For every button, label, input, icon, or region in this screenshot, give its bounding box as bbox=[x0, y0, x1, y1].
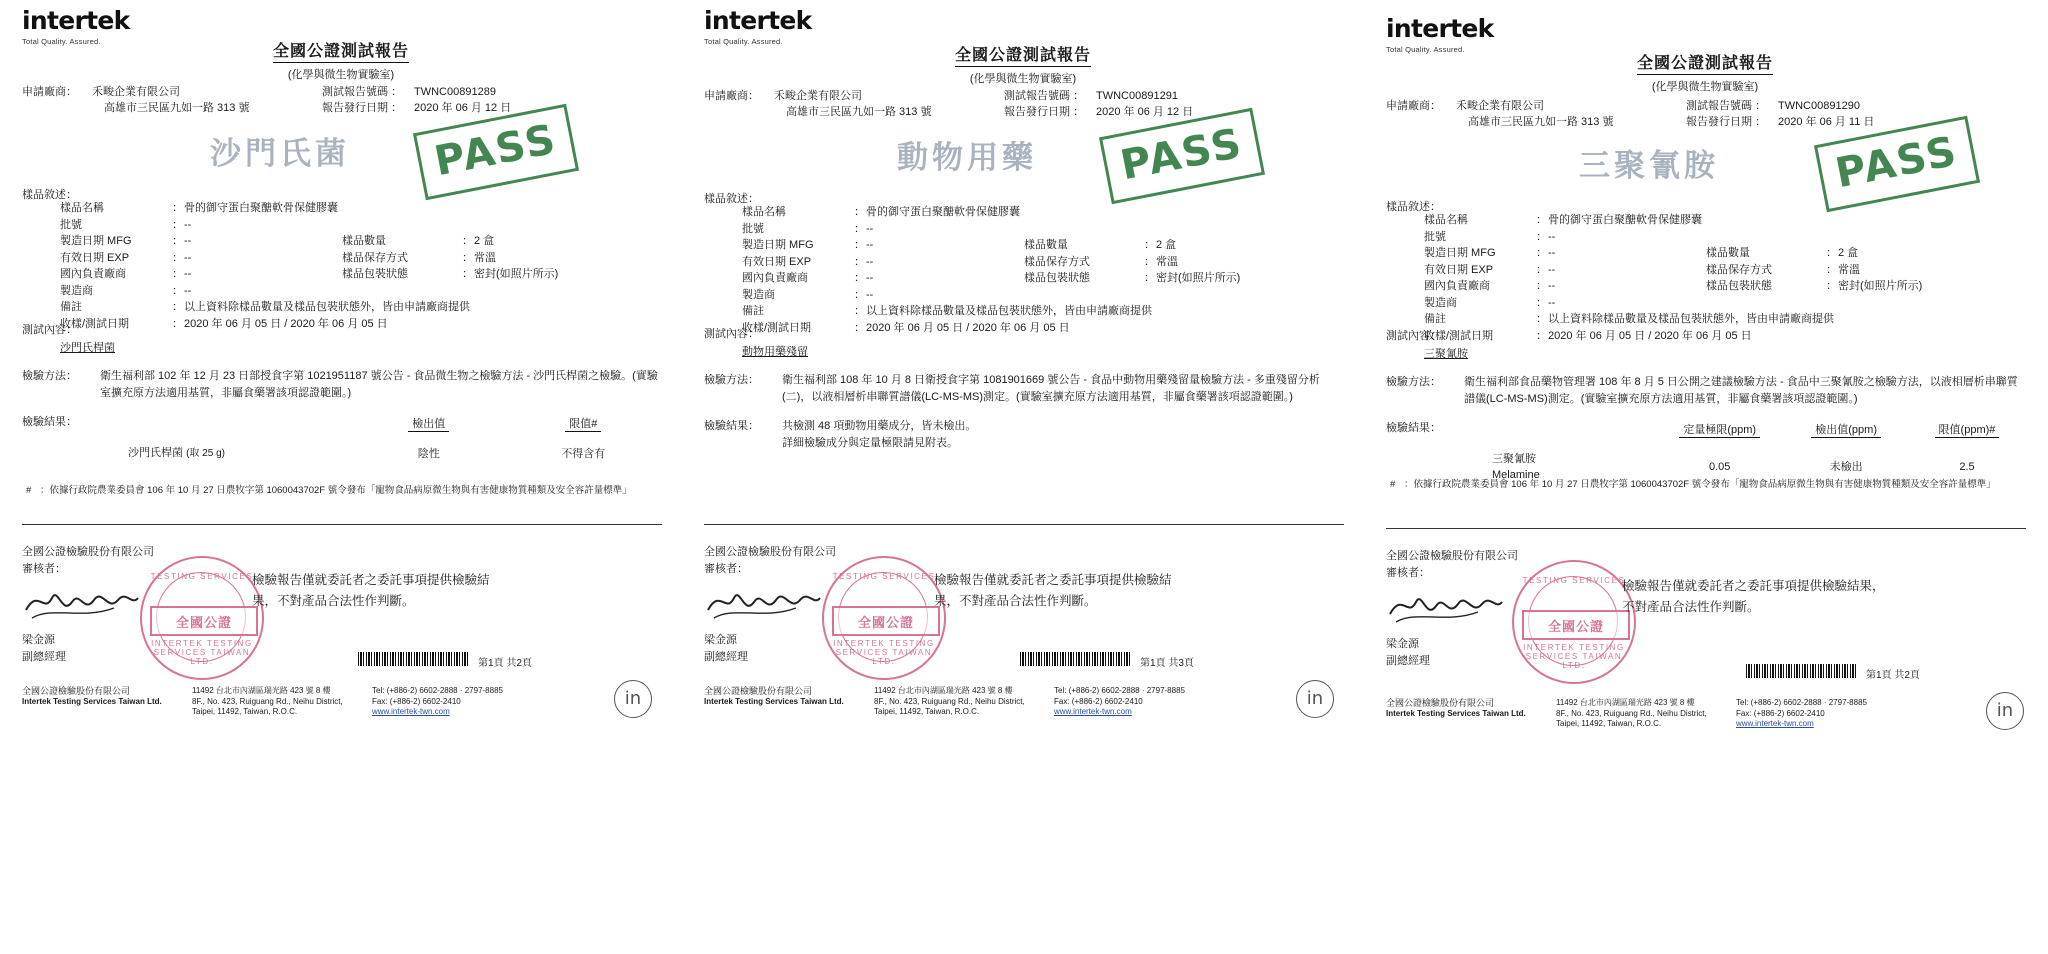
remark-label: 備註 bbox=[742, 305, 764, 317]
report-no-value: TWNC00891291 bbox=[1096, 90, 1178, 102]
mfg-date-value: -- bbox=[866, 239, 874, 251]
analyte-name: 沙門氏桿菌 bbox=[128, 447, 183, 459]
applicant-address: 高雄市三民區九如一路 313 號 bbox=[786, 106, 932, 118]
test-method-label: 檢驗方法： bbox=[704, 374, 759, 386]
issue-date-value: 2020 年 06 月 11 日 bbox=[1778, 116, 1875, 128]
footer-fax: Fax: (+886-2) 6602-2410 bbox=[1736, 708, 1825, 718]
exp-date-value: -- bbox=[866, 255, 874, 268]
test-content-label: 測試內容： bbox=[22, 324, 77, 336]
remark-value: 以上資料除樣品數量及樣品包裝狀態外，皆由申請廠商提供 bbox=[184, 301, 470, 313]
test-content-label: 測試內容： bbox=[1386, 330, 1441, 342]
footer-address-en2: Taipei, 11492, Taiwan, R.O.C. bbox=[192, 707, 298, 716]
table-row bbox=[1464, 439, 2026, 483]
col-limit: 限值(ppm)# bbox=[1935, 424, 2000, 438]
test-result-label: 檢驗結果： bbox=[1386, 422, 1441, 434]
sample-desc-table: 樣品名稱 ： 骨的御守蛋白聚醣軟骨保健膠囊 批號 ： -- 製造日期 MFG ： -- 樣品數量 ： 2 盒 有效日期 EXP ： -- 樣品保存方式 ： 常溫 國內負責廠商 ： -- 樣品包裝狀態 ： 密封(如照片所示) 製造商 ： -- 備註 ： 以上資料除樣品數量及樣品包裝狀態外，皆由申請廠商提供 收樣/測試日期 ： 2020 年 06 月 05 日 / 2020 年 06 月 05 日 bbox=[742, 204, 1342, 336]
lot-no-value: -- bbox=[184, 218, 192, 231]
footer-website-link[interactable]: www.intertek-twn.com bbox=[372, 707, 450, 716]
packaging-label: 樣品包裝狀態 bbox=[1024, 272, 1090, 284]
reviewer-label: 審核者： bbox=[22, 563, 66, 575]
section-divider bbox=[704, 524, 1344, 525]
page-number: 第1頁 共3頁 bbox=[1140, 658, 1194, 669]
test-result-label: 檢驗結果： bbox=[704, 420, 759, 432]
sample-name-value: 骨的御守蛋白聚醣軟骨保健膠囊 bbox=[184, 202, 338, 214]
mfg-date-value: -- bbox=[1548, 247, 1556, 259]
packaging-label: 樣品包裝狀態 bbox=[342, 268, 408, 280]
report-card-3 bbox=[1364, 0, 2046, 954]
lot-no-label: 批號 bbox=[1424, 230, 1446, 243]
intertek-circle-icon: in bbox=[1296, 680, 1334, 718]
signer-name: 梁金源 bbox=[22, 634, 55, 646]
result-line-1: 共檢測 48 項動物用藥成分，皆未檢出。 bbox=[782, 420, 977, 432]
intertek-circle-icon: in bbox=[1986, 692, 2024, 730]
stamp-arc-bottom: INTERTEK TESTING SERVICES TAIWAN LTD. bbox=[1523, 643, 1625, 670]
section-divider bbox=[22, 524, 662, 525]
footer-company-zh: 全國公證檢驗股份有限公司 bbox=[704, 686, 813, 696]
analyte-sub: (取 25 g) bbox=[186, 448, 225, 459]
footnote-text: ：依據行政院農業委員會 106 年 10 月 27 日農牧字第 1060043702F 號令發布「寵物食品病原微生物與有害健康物質種類及安全容許量標準」 bbox=[1404, 479, 1996, 490]
barcode bbox=[358, 652, 468, 666]
table-row bbox=[100, 433, 662, 462]
result-table bbox=[100, 414, 662, 462]
mfg-date-label: 製造日期 MFG bbox=[1424, 247, 1496, 259]
stamp-arc-bottom: INTERTEK TESTING SERVICES TAIWAN LTD. bbox=[151, 639, 253, 666]
pass-stamp bbox=[1814, 116, 1980, 213]
stamp-arc-bottom: INTERTEK TESTING SERVICES TAIWAN LTD. bbox=[833, 639, 935, 666]
received-date-label: 收樣/測試日期 bbox=[60, 317, 130, 330]
test-method-label: 檢驗方法： bbox=[1386, 376, 1441, 388]
lot-no-value: -- bbox=[866, 222, 874, 235]
logo-wordmark: intertek bbox=[704, 6, 812, 35]
page-number: 第1頁 共2頁 bbox=[1866, 670, 1920, 681]
report-no-label: 測試報告號碼 ： bbox=[322, 86, 403, 98]
signature-image bbox=[22, 580, 142, 624]
applicant-name: 禾畯企業有限公司 bbox=[774, 90, 862, 102]
logo-wordmark: intertek bbox=[22, 6, 130, 35]
company-round-stamp bbox=[822, 556, 946, 680]
analyte-limit: 不得含有 bbox=[561, 447, 606, 460]
footer-fax: Fax: (+886-2) 6602-2410 bbox=[1054, 696, 1143, 706]
test-result-label: 檢驗結果： bbox=[22, 416, 77, 428]
mfg-date-value: -- bbox=[184, 235, 192, 247]
signature-image bbox=[1386, 584, 1506, 628]
issue-date-label: 報告發行日期 ： bbox=[1004, 106, 1085, 118]
stamp-band-text: 全國公證 bbox=[832, 606, 940, 636]
watermark-text: 三聚氰胺 bbox=[1579, 148, 1719, 183]
applicant-label: 申請廠商： bbox=[704, 90, 759, 102]
received-date-label: 收樣/測試日期 bbox=[1424, 329, 1494, 342]
signature-block bbox=[704, 544, 836, 666]
received-date-value: 2020 年 06 月 05 日 / 2020 年 06 月 05 日 bbox=[184, 317, 388, 330]
packaging-label: 樣品包裝狀態 bbox=[1706, 280, 1772, 292]
sample-desc-heading: 樣品敘述： bbox=[704, 193, 759, 205]
footnote bbox=[26, 484, 652, 497]
remark-value: 以上資料除樣品數量及樣品包裝狀態外，皆由申請廠商提供 bbox=[1548, 313, 1834, 325]
sample-name-label: 樣品名稱 bbox=[1424, 214, 1468, 226]
result-lines bbox=[782, 418, 1344, 452]
footer bbox=[1386, 698, 2026, 730]
applicant-name: 禾畯企業有限公司 bbox=[92, 86, 180, 98]
analyte-loq: 0.05 bbox=[1708, 461, 1731, 473]
sample-desc-table: 樣品名稱 ： 骨的御守蛋白聚醣軟骨保健膠囊 批號 ： -- 製造日期 MFG ： -- 樣品數量 ： 2 盒 有效日期 EXP ： -- 樣品保存方式 ： 常溫 國內負責廠商 ： -- 樣品包裝狀態 ： 密封(如照片所示) 製造商 ： -- 備註 ： 以上資料除樣品數量及樣品包裝狀態外，皆由申請廠商提供 收樣/測試日期 ： 2020 年 06 月 05 日 / 2020 年 06 月 05 日 bbox=[1424, 212, 2024, 344]
col-detected: 檢出值 bbox=[408, 418, 449, 432]
signer-name: 梁金源 bbox=[704, 634, 737, 646]
remark-value: 以上資料除樣品數量及樣品包裝狀態外，皆由申請廠商提供 bbox=[866, 305, 1152, 317]
exp-date-label: 有效日期 EXP bbox=[742, 255, 812, 268]
test-content-value: 沙門氏桿菌 bbox=[60, 342, 115, 354]
issuing-company: 全國公證檢驗股份有限公司 bbox=[22, 546, 154, 558]
manufacturer-label: 製造商 bbox=[742, 288, 775, 301]
footer-address-en1: 8F., No. 423, Ruiguang Rd., Neihu District, bbox=[874, 696, 1025, 706]
footer-address-en1: 8F., No. 423, Ruiguang Rd., Neihu District, bbox=[1556, 708, 1707, 718]
disclaimer-text: 檢驗報告僅就委託者之委託事項提供檢驗結果，不對產品合法性作判斷。 bbox=[252, 573, 490, 608]
col-limit: 限值# bbox=[565, 418, 601, 432]
sample-qty-label: 樣品數量 bbox=[342, 235, 386, 247]
lot-no-value: -- bbox=[1548, 230, 1556, 243]
report-card-2 bbox=[682, 0, 1364, 954]
result-table-header bbox=[100, 414, 662, 433]
test-method-label: 檢驗方法： bbox=[22, 370, 77, 382]
page-title bbox=[682, 42, 1364, 86]
issue-date-label: 報告發行日期 ： bbox=[322, 102, 403, 114]
signer-title: 副總經理 bbox=[1386, 655, 1430, 667]
reviewer-label: 審核者： bbox=[704, 563, 748, 575]
footer-company-zh: 全國公證檢驗股份有限公司 bbox=[22, 686, 131, 696]
company-round-stamp bbox=[140, 556, 264, 680]
stamp-band-text: 全國公證 bbox=[150, 606, 258, 636]
disclaimer-text: 檢驗報告僅就委託者之委託事項提供檢驗結果，不對產品合法性作判斷。 bbox=[934, 573, 1172, 608]
footnote-mark: # bbox=[1390, 479, 1396, 490]
storage-value: 常溫 bbox=[1156, 255, 1178, 268]
footnote-text: ：依據行政院農業委員會 106 年 10 月 27 日農牧字第 1060043702F 號令發布「寵物食品病原微生物與有害健康物質種類及安全容許量標準」 bbox=[40, 485, 632, 496]
storage-label: 樣品保存方式 bbox=[1706, 263, 1772, 276]
title-sub: (化學與微生物實驗室) bbox=[287, 69, 395, 81]
sample-qty-value: 2 盒 bbox=[1838, 247, 1859, 259]
packaging-value: 密封(如照片所示) bbox=[1156, 272, 1241, 284]
issue-date-label: 報告發行日期 ： bbox=[1686, 116, 1767, 128]
footer-company-zh: 全國公證檢驗股份有限公司 bbox=[1386, 698, 1495, 708]
report-no-label: 測試報告號碼 ： bbox=[1686, 100, 1767, 112]
analyte-detected: 陰性 bbox=[417, 447, 440, 460]
test-section bbox=[22, 322, 662, 462]
exp-date-label: 有效日期 EXP bbox=[1424, 263, 1494, 276]
applicant-address: 高雄市三民區九如一路 313 號 bbox=[1468, 116, 1614, 128]
local-agent-value: -- bbox=[866, 272, 874, 284]
footer-company-en: Intertek Testing Services Taiwan Ltd. bbox=[1386, 708, 1526, 718]
result-line-2: 詳細檢驗成分與定量極限請見附表。 bbox=[782, 437, 958, 449]
signature-block bbox=[22, 544, 154, 666]
lot-no-label: 批號 bbox=[742, 222, 764, 235]
applicant-label: 申請廠商： bbox=[22, 86, 77, 98]
col-loq: 定量極限(ppm) bbox=[1679, 424, 1760, 438]
sample-desc-table: 樣品名稱 ： 骨的御守蛋白聚醣軟骨保健膠囊 批號 ： -- 製造日期 MFG ： -- 樣品數量 ： 2 盒 有效日期 EXP ： -- 樣品保存方式 ： 常溫 國內負責廠商 ： -- 樣品包裝狀態 ： 密封(如照片所示) 製造商 ： -- 備註 ： 以上資料除樣品數量及樣品包裝狀態外，皆由申請廠商提供 收樣/測試日期 ： 2020 年 06 月 05 日 / 2020 年 06 月 05 日 bbox=[60, 200, 660, 332]
logo-tagline: Total Quality. Assured. bbox=[704, 37, 783, 46]
watermark-text: 沙門氏菌 bbox=[210, 136, 350, 171]
report-no-label: 測試報告號碼 ： bbox=[1004, 90, 1085, 102]
sample-desc-heading: 樣品敘述： bbox=[22, 189, 77, 201]
sample-qty-label: 樣品數量 bbox=[1024, 239, 1068, 251]
local-agent-label: 國內負責廠商 bbox=[1424, 280, 1490, 292]
local-agent-label: 國內負責廠商 bbox=[742, 272, 808, 284]
signature-block bbox=[1386, 548, 1518, 670]
footer-company-en: Intertek Testing Services Taiwan Ltd. bbox=[22, 696, 162, 706]
analyte-name: 三聚氰胺 bbox=[1492, 453, 1536, 465]
storage-value: 常溫 bbox=[474, 251, 496, 264]
title-main: 全國公證測試報告 bbox=[273, 38, 409, 63]
remark-label: 備註 bbox=[60, 301, 82, 313]
signer-name: 梁金源 bbox=[1386, 638, 1419, 650]
title-main: 全國公證測試報告 bbox=[955, 42, 1091, 67]
footer-tel: Tel: (+886-2) 6602-2888 · 2797-8885 bbox=[1736, 698, 1867, 707]
manufacturer-value: -- bbox=[866, 288, 874, 301]
analyte-detected: 未檢出 bbox=[1829, 461, 1863, 473]
local-agent-value: -- bbox=[184, 268, 192, 280]
logo-wordmark: intertek bbox=[1386, 14, 1494, 43]
page-title bbox=[1364, 50, 2046, 94]
stamp-arc-top: TESTING SERVICES bbox=[150, 572, 254, 581]
report-no-value: TWNC00891289 bbox=[414, 86, 496, 98]
company-round-stamp bbox=[1512, 560, 1636, 684]
sample-name-value: 骨的御守蛋白聚醣軟骨保健膠囊 bbox=[866, 206, 1020, 218]
footer-address-en1: 8F., No. 423, Ruiguang Rd., Neihu District, bbox=[192, 696, 343, 706]
disclaimer-text: 檢驗報告僅就委託者之委託事項提供檢驗結果，不對產品合法性作判斷。 bbox=[1622, 579, 1885, 614]
footer-address-zh: 11492 台北市內湖區瑞光路 423 號 8 樓 bbox=[874, 686, 1013, 695]
footer bbox=[22, 686, 662, 718]
exp-date-value: -- bbox=[1548, 263, 1556, 276]
received-date-label: 收樣/測試日期 bbox=[742, 321, 812, 334]
mfg-date-label: 製造日期 MFG bbox=[60, 235, 132, 247]
manufacturer-label: 製造商 bbox=[60, 284, 93, 297]
result-table bbox=[1464, 420, 2026, 483]
applicant-label: 申請廠商： bbox=[1386, 100, 1441, 112]
watermark-text: 動物用藥 bbox=[897, 140, 1037, 175]
sample-name-label: 樣品名稱 bbox=[742, 206, 786, 218]
remark-label: 備註 bbox=[1424, 313, 1446, 325]
test-method-value: 衛生福利部食品藥物管理署 108 年 8 月 5 日公開之建議檢驗方法 - 食品中三聚氰胺之檢驗方法，以液相層析串聯質譜儀(LC-MS-MS)測定。(實驗室擴充原方法適用基質，非屬食藥署該項認證範圍。) bbox=[1464, 376, 2018, 405]
title-main: 全國公證測試報告 bbox=[1637, 50, 1773, 75]
pass-stamp bbox=[1099, 108, 1265, 205]
test-content-label: 測試內容： bbox=[704, 328, 759, 340]
exp-date-label: 有效日期 EXP bbox=[60, 251, 130, 264]
storage-value: 常溫 bbox=[1838, 263, 1860, 276]
local-agent-label: 國內負責廠商 bbox=[60, 268, 126, 280]
logo-tagline: Total Quality. Assured. bbox=[22, 37, 101, 46]
storage-label: 樣品保存方式 bbox=[342, 251, 408, 264]
applicant-name: 禾畯企業有限公司 bbox=[1456, 100, 1544, 112]
test-method-value: 衛生福利部 108 年 10 月 8 日衛授食字第 1081901669 號公告 - 食品中動物用藥殘留量檢驗方法 - 多重殘留分析(二)，以液相層析串聯質譜儀(LC-MS-MS)測定。(實驗室擴充原方法適用基質，非屬食藥署該項認證範圍。) bbox=[782, 374, 1320, 403]
test-method-value: 衛生福利部 102 年 12 月 23 日部授食字第 1021951187 號公告 - 食品微生物之檢驗方法 - 沙門氏桿菌之檢驗。(實驗室擴充原方法適用基質，非屬食藥署該項認證範圍。) bbox=[100, 370, 658, 399]
sample-name-label: 樣品名稱 bbox=[60, 202, 104, 214]
issuing-company: 全國公證檢驗股份有限公司 bbox=[1386, 550, 1518, 562]
received-date-value: 2020 年 06 月 05 日 / 2020 年 06 月 05 日 bbox=[866, 321, 1070, 334]
test-content-value: 動物用藥殘留 bbox=[742, 346, 808, 358]
pass-stamp bbox=[413, 104, 579, 201]
pass-stamp-label: PASS bbox=[1831, 126, 1962, 198]
result-table-header bbox=[1464, 420, 2026, 439]
sample-name-value: 骨的御守蛋白聚醣軟骨保健膠囊 bbox=[1548, 214, 1702, 226]
stamp-arc-top: TESTING SERVICES bbox=[832, 572, 936, 581]
footer-website-link[interactable]: www.intertek-twn.com bbox=[1736, 719, 1814, 728]
packaging-value: 密封(如照片所示) bbox=[1838, 280, 1923, 292]
sample-qty-value: 2 盒 bbox=[474, 235, 495, 247]
title-sub: (化學與微生物實驗室) bbox=[969, 73, 1077, 85]
signer-title: 副總經理 bbox=[704, 651, 748, 663]
footer-fax: Fax: (+886-2) 6602-2410 bbox=[372, 696, 461, 706]
footer-tel: Tel: (+886-2) 6602-2888 · 2797-8885 bbox=[372, 686, 503, 695]
col-detected: 檢出值(ppm) bbox=[1811, 424, 1881, 438]
analyte-limit: 2.5 bbox=[1959, 461, 1975, 473]
analyte-name-en: Melamine bbox=[1492, 469, 1540, 481]
report-no-value: TWNC00891290 bbox=[1778, 100, 1860, 112]
exp-date-value: -- bbox=[184, 251, 192, 264]
packaging-value: 密封(如照片所示) bbox=[474, 268, 559, 280]
test-section bbox=[704, 326, 1344, 452]
footer-tel: Tel: (+886-2) 6602-2888 · 2797-8885 bbox=[1054, 686, 1185, 695]
footnote-mark: # bbox=[26, 485, 32, 496]
reviewer-label: 審核者： bbox=[1386, 567, 1430, 579]
footer-address-en2: Taipei, 11492, Taiwan, R.O.C. bbox=[1556, 719, 1662, 728]
local-agent-value: -- bbox=[1548, 280, 1556, 292]
footer-website-link[interactable]: www.intertek-twn.com bbox=[1054, 707, 1132, 716]
intertek-logo bbox=[1386, 16, 1566, 54]
pass-stamp-label: PASS bbox=[430, 114, 561, 186]
intertek-circle-icon: in bbox=[614, 680, 652, 718]
sample-qty-label: 樣品數量 bbox=[1706, 247, 1750, 259]
issuing-company: 全國公證檢驗股份有限公司 bbox=[704, 546, 836, 558]
storage-label: 樣品保存方式 bbox=[1024, 255, 1090, 268]
signer-title: 副總經理 bbox=[22, 651, 66, 663]
sample-desc-heading: 樣品敘述： bbox=[1386, 201, 1441, 213]
page-title bbox=[0, 38, 682, 82]
footer-address-en2: Taipei, 11492, Taiwan, R.O.C. bbox=[874, 707, 980, 716]
stamp-band-text: 全國公證 bbox=[1522, 610, 1630, 640]
title-sub: (化學與微生物實驗室) bbox=[1651, 81, 1759, 93]
manufacturer-value: -- bbox=[1548, 296, 1556, 309]
pass-stamp-label: PASS bbox=[1116, 118, 1247, 190]
footer-company-en: Intertek Testing Services Taiwan Ltd. bbox=[704, 696, 844, 706]
issue-date-value: 2020 年 06 月 12 日 bbox=[1096, 106, 1194, 118]
footer-address-zh: 11492 台北市內湖區瑞光路 423 號 8 樓 bbox=[1556, 698, 1695, 707]
logo-tagline: Total Quality. Assured. bbox=[1386, 45, 1465, 54]
applicant-address: 高雄市三民區九如一路 313 號 bbox=[104, 102, 250, 114]
mfg-date-label: 製造日期 MFG bbox=[742, 239, 814, 251]
barcode bbox=[1020, 652, 1130, 666]
test-content-value: 三聚氰胺 bbox=[1424, 348, 1468, 360]
manufacturer-value: -- bbox=[184, 284, 192, 297]
footer-address-zh: 11492 台北市內湖區瑞光路 423 號 8 樓 bbox=[192, 686, 331, 695]
report-card-1 bbox=[0, 0, 682, 954]
stamp-arc-top: TESTING SERVICES bbox=[1522, 576, 1626, 585]
footer bbox=[704, 686, 1344, 718]
issue-date-value: 2020 年 06 月 12 日 bbox=[414, 102, 512, 114]
barcode bbox=[1746, 664, 1856, 678]
footnote bbox=[1390, 478, 2016, 491]
manufacturer-label: 製造商 bbox=[1424, 296, 1457, 309]
received-date-value: 2020 年 06 月 05 日 / 2020 年 06 月 05 日 bbox=[1548, 329, 1752, 342]
lot-no-label: 批號 bbox=[60, 218, 82, 231]
sample-qty-value: 2 盒 bbox=[1156, 239, 1177, 251]
test-section bbox=[1386, 328, 2026, 483]
section-divider bbox=[1386, 528, 2026, 529]
intertek-logo bbox=[704, 8, 884, 46]
page-number: 第1頁 共2頁 bbox=[478, 658, 532, 669]
signature-image bbox=[704, 580, 824, 624]
